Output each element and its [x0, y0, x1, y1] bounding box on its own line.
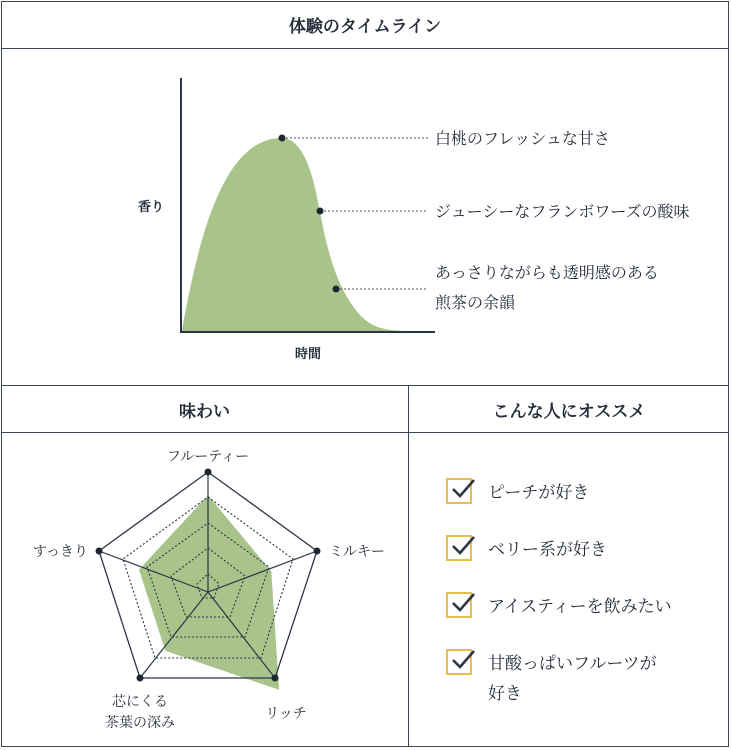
- taste-radar: [96, 469, 321, 690]
- taste-title: 味わい: [179, 401, 230, 422]
- checkbox-icon: [446, 649, 472, 675]
- radar-vertex-tea-depth: [137, 675, 144, 682]
- timeline-x-label: 時間: [294, 347, 322, 362]
- aroma-curve: [182, 138, 405, 331]
- recommend-title: こんな人にオススメ: [492, 401, 646, 422]
- radar-label-milky: ミルキー: [329, 544, 385, 560]
- recommend-item-label-line2: 好き: [488, 684, 522, 704]
- radar-label-rich: リッチ: [265, 706, 307, 722]
- checkbox-icon: [446, 535, 472, 561]
- radar-vertex-rich: [272, 675, 279, 682]
- radar-label-fruity: フルーティー: [166, 449, 250, 465]
- recommend-item-label: ベリー系が好き: [488, 540, 607, 560]
- recommend-item-label: ピーチが好き: [488, 483, 590, 503]
- radar-vertex-fruity: [205, 469, 212, 476]
- recommend-item: [446, 592, 703, 622]
- checkbox-icon: [446, 478, 472, 504]
- annotation-raspberry: ジューシーなフランボワーズの酸味: [435, 202, 690, 221]
- marker-sencha: [333, 286, 340, 293]
- annotation-sencha-line1: あっさりながらも透明感のある: [435, 263, 659, 282]
- recommend-item-label-line1: 甘酸っぱいフルーツが: [488, 654, 657, 674]
- radar-label-tea-depth-line2: 茶葉の深み: [105, 715, 175, 731]
- recommend-item: [446, 535, 703, 565]
- recommend-item: [446, 649, 703, 709]
- timeline-y-label: 香り: [137, 200, 165, 215]
- marker-raspberry: [317, 208, 324, 215]
- recommend-item: [446, 478, 703, 508]
- annotation-peach: 白桃のフレッシュな甘さ: [435, 129, 610, 148]
- marker-peach: [279, 135, 286, 142]
- checkbox-icon: [446, 592, 472, 618]
- annotation-sencha-line2: 煎茶の余韻: [435, 293, 516, 312]
- recommend-item-label: アイスティーを飲みたい: [488, 597, 672, 617]
- radar-vertex-milky: [314, 548, 321, 555]
- radar-label-tea-depth-line1: 芯にくる: [112, 694, 168, 710]
- radar-label-clean: すっきり: [32, 544, 88, 560]
- recommend-item-label: [488, 649, 703, 709]
- radar-vertex-clean: [96, 548, 103, 555]
- timeline-title: 体験のタイムライン: [288, 17, 442, 37]
